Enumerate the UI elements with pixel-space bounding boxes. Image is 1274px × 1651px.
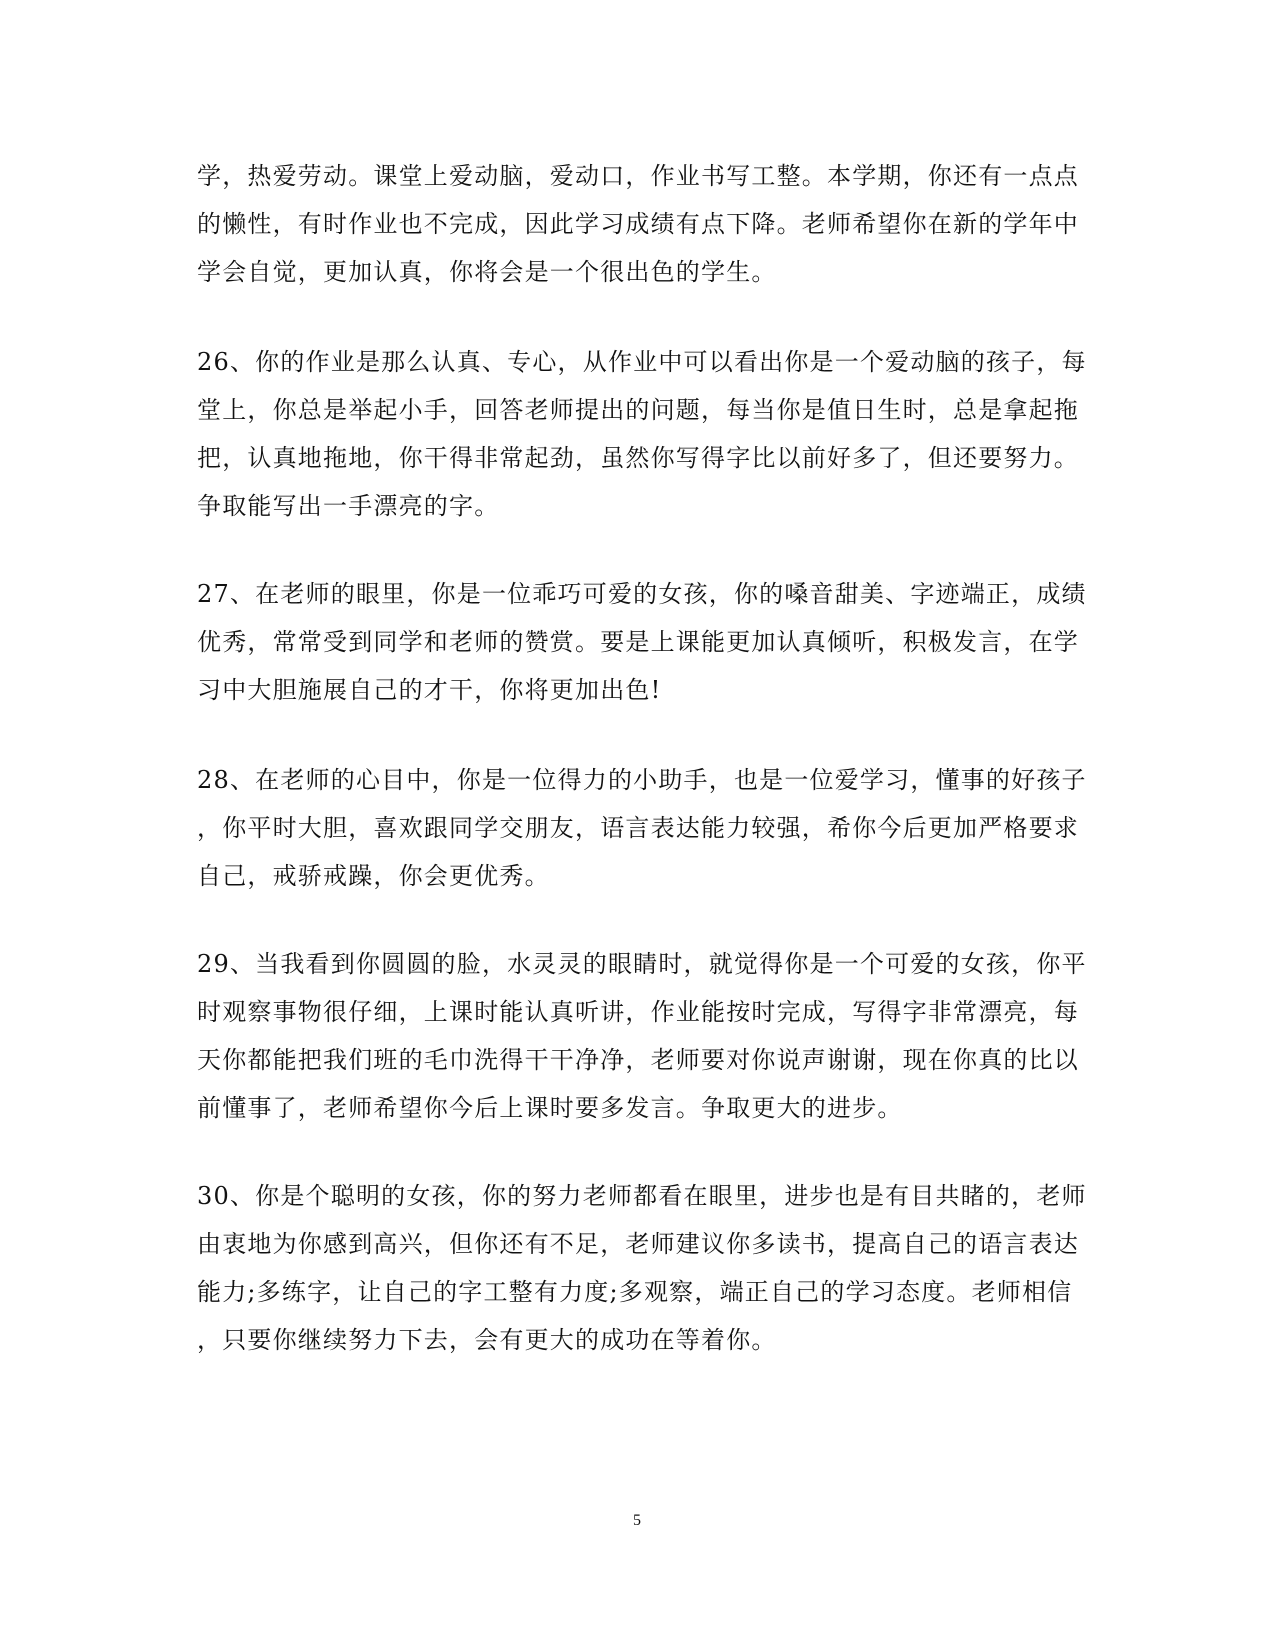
text-line: 前懂事了，老师希望你今后上课时要多发言。争取更大的进步。 — [197, 1094, 903, 1122]
text-line: 自己，戒骄戒躁，你会更优秀。 — [197, 862, 550, 890]
text-line: 争取能写出一手漂亮的字。 — [197, 492, 500, 520]
paragraph-28 — [197, 756, 1087, 900]
text-line: 29、当我看到你圆圆的脸，水灵灵的眼睛时，就觉得你是一个可爱的女孩，你平 — [197, 950, 1087, 978]
page-number: 5 — [633, 1512, 641, 1529]
text-line: 学，热爱劳动。课堂上爱动脑，爱动口，作业书写工整。本学期，你还有一点点 — [197, 162, 1079, 190]
text-line: 的懒性，有时作业也不完成，因此学习成绩有点下降。老师希望你在新的学年中 — [197, 210, 1079, 238]
text-line: 能力;多练字，让自己的字工整有力度;多观察，端正自己的学习态度。老师相信 — [197, 1278, 1073, 1306]
paragraph-27 — [197, 570, 1087, 714]
text-line: 优秀，常常受到同学和老师的赞赏。要是上课能更加认真倾听，积极发言，在学 — [197, 628, 1079, 656]
text-line: 习中大胆施展自己的才干，你将更加出色! — [197, 676, 662, 704]
text-line: 把，认真地拖地，你干得非常起劲，虽然你写得字比以前好多了，但还要努力。 — [197, 444, 1079, 472]
paragraph-25-continued — [197, 152, 1077, 296]
text-line: 30、你是个聪明的女孩，你的努力老师都看在眼里，进步也是有目共睹的，老师 — [197, 1182, 1087, 1210]
text-line: ，只要你继续努力下去，会有更大的成功在等着你。 — [197, 1326, 777, 1354]
text-line: 堂上，你总是举起小手，回答老师提出的问题，每当你是值日生时，总是拿起拖 — [197, 396, 1079, 424]
text-line: 由衷地为你感到高兴，但你还有不足，老师建议你多读书，提高自己的语言表达 — [197, 1230, 1079, 1258]
paragraph-30 — [197, 1172, 1087, 1364]
paragraph-26 — [197, 338, 1087, 530]
text-line: 27、在老师的眼里，你是一位乖巧可爱的女孩，你的嗓音甜美、字迹端正，成绩 — [197, 580, 1087, 608]
text-line: 26、你的作业是那么认真、专心，从作业中可以看出你是一个爱动脑的孩子，每 — [197, 348, 1087, 376]
text-line: 28、在老师的心目中，你是一位得力的小助手，也是一位爱学习，懂事的好孩子 — [197, 766, 1087, 794]
text-line: 时观察事物很仔细，上课时能认真听讲，作业能按时完成，写得字非常漂亮，每 — [197, 998, 1079, 1026]
text-line: 天你都能把我们班的毛巾洗得干干净净，老师要对你说声谢谢，现在你真的比以 — [197, 1046, 1079, 1074]
text-line: ，你平时大胆，喜欢跟同学交朋友，语言表达能力较强，希你今后更加严格要求 — [197, 814, 1079, 842]
text-line: 学会自觉，更加认真，你将会是一个很出色的学生。 — [197, 258, 777, 286]
paragraph-29 — [197, 940, 1087, 1132]
